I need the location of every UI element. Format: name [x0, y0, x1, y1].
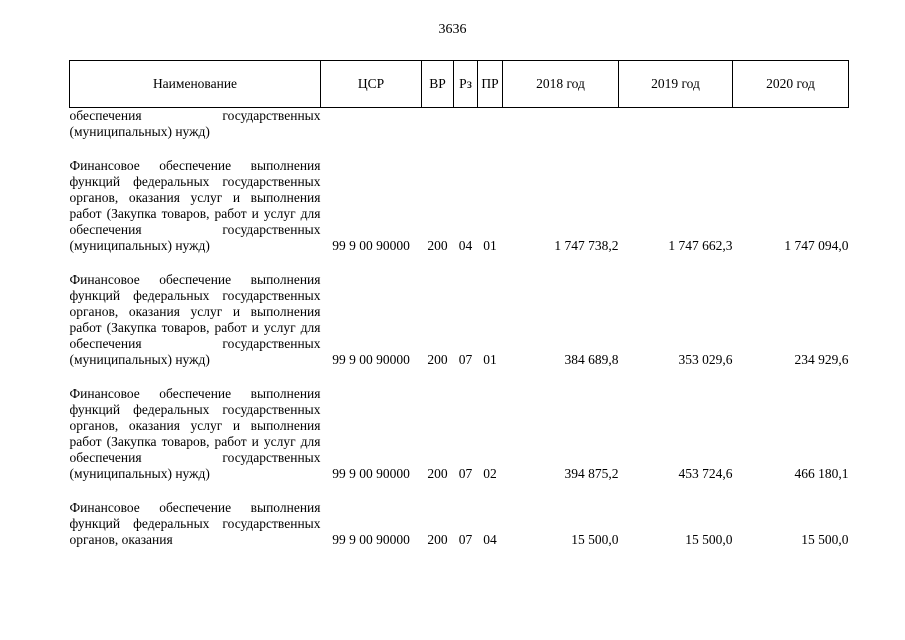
row-name: Финансовое обеспечение выполнения функций федеральных государственных органов, оказания услуг и выполнения работ (Закупка товаров, работ и услуг для обеспечения государственных (муниципальных) нужд)	[69, 386, 321, 481]
budget-table	[69, 60, 849, 548]
table-row	[70, 386, 849, 482]
table-row	[70, 500, 849, 548]
row-2019: 353 029,6	[678, 352, 733, 367]
header-pr: ПР	[478, 61, 503, 108]
row-rz: 04	[458, 238, 473, 253]
header-vr: ВР	[422, 61, 454, 108]
header-2018: 2018 год	[503, 61, 619, 108]
row-gap	[70, 368, 849, 386]
table-header-row	[70, 61, 849, 108]
row-2020: 234 929,6	[794, 352, 849, 367]
row-2018: 394 875,2	[564, 466, 619, 481]
header-rz: Рз	[454, 61, 478, 108]
row-rz: 07	[458, 352, 473, 367]
row-2020: 1 747 094,0	[784, 238, 849, 253]
row-2018: 1 747 738,2	[554, 238, 619, 253]
continuation-name: обеспечения государственных (муниципальных) нужд)	[69, 108, 321, 139]
row-pr: 04	[483, 532, 497, 547]
header-2019: 2019 год	[619, 61, 733, 108]
row-2019: 453 724,6	[678, 466, 733, 481]
table-row	[70, 272, 849, 368]
row-name: Финансовое обеспечение выполнения функций федеральных государственных органов, оказания услуг и выполнения работ (Закупка товаров, работ и услуг для обеспечения государственных (муниципальных) нужд)	[69, 158, 321, 253]
row-name: Финансовое обеспечение выполнения функций федеральных государственных органов, оказания	[69, 500, 321, 547]
header-2020: 2020 год	[733, 61, 849, 108]
row-2019: 1 747 662,3	[668, 238, 733, 253]
row-gap	[70, 140, 849, 158]
row-rz: 07	[458, 466, 473, 481]
row-csr: 99 9 00 90000	[332, 352, 410, 367]
row-2018: 384 689,8	[564, 352, 619, 367]
row-name: Финансовое обеспечение выполнения функций федеральных государственных органов, оказания услуг и выполнения работ (Закупка товаров, работ и услуг для обеспечения государственных (муниципальных) нужд)	[69, 272, 321, 367]
row-2018: 15 500,0	[571, 532, 619, 547]
row-vr: 200	[427, 352, 448, 367]
row-pr: 02	[483, 466, 497, 481]
row-2020: 15 500,0	[801, 532, 849, 547]
header-name: Наименование	[70, 61, 321, 108]
header-csr: ЦСР	[321, 61, 422, 108]
row-vr: 200	[427, 466, 448, 481]
row-gap	[70, 254, 849, 272]
row-csr: 99 9 00 90000	[332, 532, 410, 547]
row-rz: 07	[458, 532, 473, 547]
row-2019: 15 500,0	[685, 532, 733, 547]
row-csr: 99 9 00 90000	[332, 238, 410, 253]
row-gap	[70, 482, 849, 500]
page-number: 3636	[438, 22, 467, 37]
table-row	[70, 158, 849, 254]
row-pr: 01	[483, 238, 497, 253]
row-csr: 99 9 00 90000	[332, 466, 410, 481]
row-vr: 200	[427, 532, 448, 547]
table-row-continuation	[70, 108, 849, 141]
row-vr: 200	[427, 238, 448, 253]
row-pr: 01	[483, 352, 497, 367]
row-2020: 466 180,1	[794, 466, 849, 481]
